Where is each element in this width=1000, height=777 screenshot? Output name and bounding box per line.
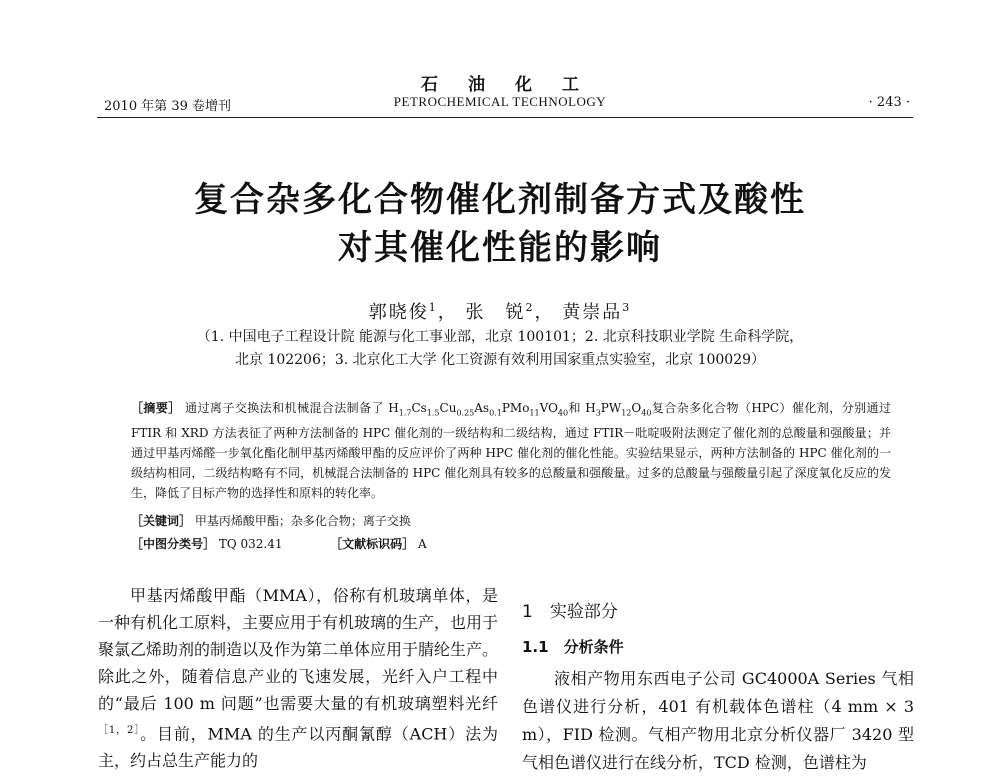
doc-code-label: ［文献标识码］ xyxy=(330,537,415,551)
author-name: 黄崇品 xyxy=(562,302,623,323)
body-right-column xyxy=(522,665,914,772)
formula-part: PW xyxy=(600,401,622,415)
classification xyxy=(131,535,427,552)
doc-code: A xyxy=(418,537,427,551)
subscript: 40 xyxy=(641,408,652,418)
subscript: 40 xyxy=(557,408,569,418)
keywords-label: ［关键词］ xyxy=(131,514,192,528)
body-text: 甲基丙烯酸甲酯（MMA），俗称有机玻璃单体，是一种有机化工原料，主要应用于有机玻璃的生产，也用于聚氯乙烯助剂的制造以及作为第二单体应用于腈纶生产。除此之外，随着信息产业的飞速发展，光纤入户工程中的“最后 100 m 问题”也需要大量的有机玻璃塑料光纤 xyxy=(98,586,499,713)
section-text: 液相产物用东西电子公司 GC4000A Series 气相色谱仪进行分析，401 有机载体色谱柱（4 mm × 3 m），FID 检测。气相产物用北京分析仪器厂 3420 型气相色谱仪进行在线分析，TCD 检测，色谱柱为 xyxy=(522,669,914,772)
formula-part: 和 H xyxy=(568,401,596,415)
section-heading: 1 实验部分 xyxy=(522,602,618,622)
author-affil-mark: 2 xyxy=(525,301,535,314)
clc-code: TQ 032.41 xyxy=(218,537,283,551)
author-affil-mark: 3 xyxy=(622,301,632,314)
issue-info: 2010 年第 39 卷增刊 xyxy=(104,99,232,114)
body-text-cont: 。目前，MMA 的生产以丙酮氰醇（ACH）法为主，约占总生产能力的 xyxy=(98,724,498,771)
author-separator: ， xyxy=(534,302,555,323)
journal-name-cn: 石油化工 xyxy=(421,75,609,95)
formula-part: Cu xyxy=(439,401,457,415)
formula-part: As xyxy=(474,401,490,415)
subscript: 1.5 xyxy=(426,408,440,418)
body-left-column xyxy=(98,582,499,771)
abstract xyxy=(131,398,891,503)
keywords-text: 甲基丙烯酸甲酯；杂多化合物；离子交换 xyxy=(194,514,411,528)
formula-part: Cs xyxy=(411,401,427,415)
author-separator: ， xyxy=(437,302,458,323)
subscript: 1.7 xyxy=(398,408,412,418)
keywords xyxy=(131,512,411,529)
affiliation-line-2: 北京 102206；3. 北京化工大学 化工资源有效利用国家重点实验室，北京 100029） xyxy=(234,352,766,368)
title-line-2: 对其催化性能的影响 xyxy=(338,228,662,268)
subsection-heading: 1.1 分析条件 xyxy=(522,638,624,656)
page-number: · 243 · xyxy=(868,95,910,110)
abstract-label: ［摘要］ xyxy=(131,401,181,415)
subscript: 0.1 xyxy=(489,408,502,418)
formula-part: O xyxy=(631,401,642,415)
subscript: 11 xyxy=(529,408,540,418)
journal-name-en: PETROCHEMICAL TECHNOLOGY xyxy=(393,94,607,109)
subscript: 12 xyxy=(621,408,632,418)
author-list xyxy=(0,298,1000,324)
clc-label: ［中图分类号］ xyxy=(131,537,216,551)
author-name: 张 锐 xyxy=(465,302,526,323)
author-name: 郭晓俊 xyxy=(368,302,429,323)
citation: ［1，2］ xyxy=(98,725,141,736)
formula-part: PMo xyxy=(501,401,530,415)
title-line-1: 复合杂多化合物催化剂制备方式及酸性 xyxy=(194,180,806,220)
author-affil-mark: 1 xyxy=(428,301,438,314)
formula-part: VO xyxy=(539,401,558,415)
abstract-text: 通过离子交换法和机械混合法制备了 H xyxy=(185,401,399,415)
abstract-text-cont: 复合杂多化合物（HPC）催化剂，分别通过 FTIR 和 XRD 方法表征了两种方法制备的 HPC 催化剂的一级结构和二级结构，通过 FTIR－吡啶吸附法测定了催化剂的总酸量和强酸量；并通过甲基丙烯醛一步氧化酯化制甲基丙烯酸甲酯的反应评价了两种 HPC 催化剂的催化性能。实验结果显示，两种方法制备的 HPC 催化剂的一级结构相同，二级结构略有不同，机械混合法制备的 HPC 催化剂具有较多的总酸量和强酸量。过多的总酸量与强酸量引起了深度氧化反应的发生，降低了目标产物的选择性和原料的转化率。 xyxy=(131,401,891,501)
subscript: 0.25 xyxy=(456,408,475,418)
header-rule xyxy=(97,117,913,118)
affiliation-line-1: （1. 中国电子工程设计院 能源与化工事业部，北京 100101；2. 北京科技职业学院 生命科学院， xyxy=(196,329,804,345)
subscript: 3 xyxy=(595,408,601,418)
